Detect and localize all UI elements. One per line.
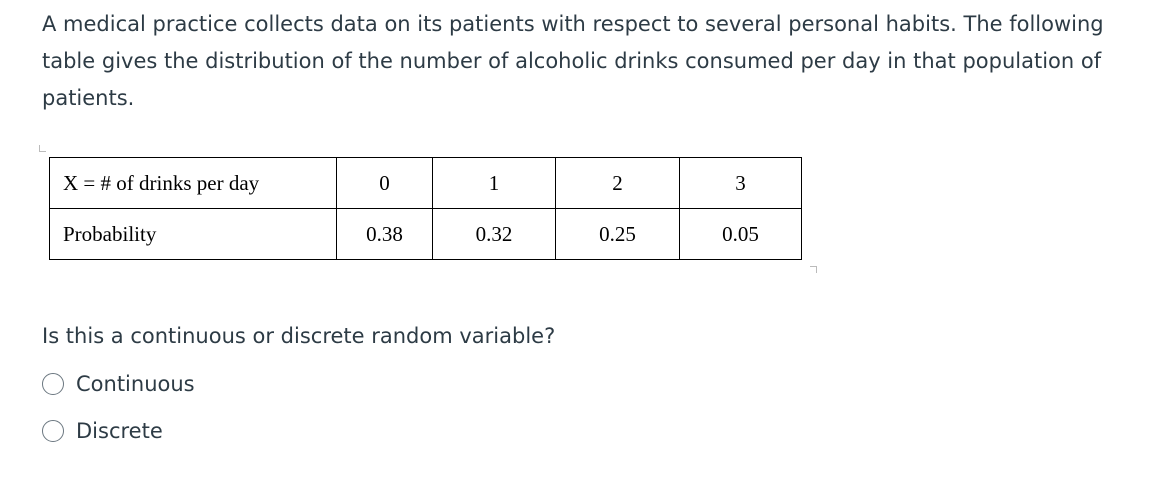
table-row	[50, 209, 802, 260]
table-row-header: Probability	[50, 209, 337, 260]
option-discrete[interactable]	[42, 416, 163, 446]
option-label[interactable]: Continuous	[76, 372, 195, 396]
table-cell: 0.38	[337, 209, 433, 260]
table-cell: 1	[433, 158, 556, 209]
table-cell: 3	[680, 158, 802, 209]
table-row-header: X = # of drinks per day	[50, 158, 337, 209]
radio-button-continuous[interactable]	[42, 373, 64, 395]
distribution-table-container	[45, 153, 809, 271]
question-prompt: Is this a continuous or discrete random variable?	[42, 324, 556, 348]
table-row	[50, 158, 802, 209]
table-cell: 0	[337, 158, 433, 209]
table-cell: 2	[556, 158, 680, 209]
table-corner-marker	[39, 145, 46, 152]
table-cell: 0.32	[433, 209, 556, 260]
option-continuous[interactable]	[42, 369, 195, 399]
radio-button-discrete[interactable]	[42, 420, 64, 442]
table-cell: 0.05	[680, 209, 802, 260]
table-cell: 0.25	[556, 209, 680, 260]
table-corner-marker	[810, 266, 817, 273]
question-intro: A medical practice collects data on its patients with respect to several personal habits. The following table gives the distribution of the number of alcoholic drinks consumed per day in that population of patients.	[42, 12, 1104, 110]
option-label[interactable]: Discrete	[76, 419, 163, 443]
distribution-table	[49, 157, 802, 260]
